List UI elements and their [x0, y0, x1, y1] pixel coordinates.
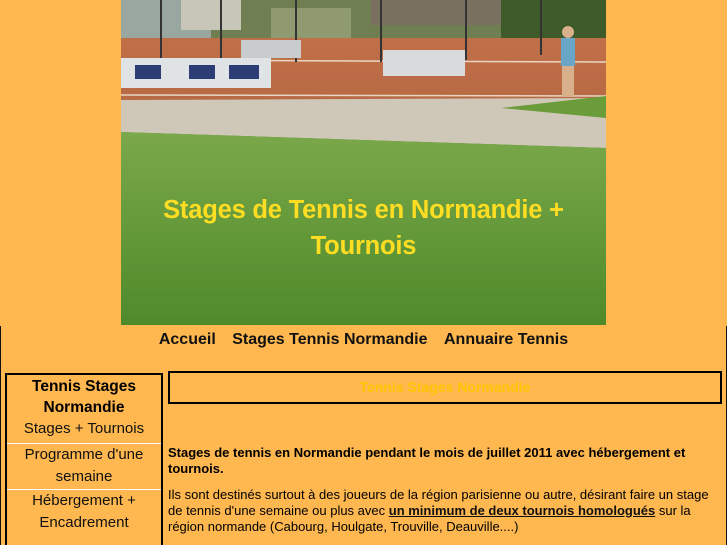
nav-link-accueil[interactable]: Accueil	[158, 331, 216, 348]
description-text-end: sur la région normande (Cabourg, Houlgate, Trouville, Deauville....)	[168, 503, 691, 534]
top-navigation	[0, 330, 727, 350]
main-content	[168, 445, 720, 545]
nav-link-stages-tennis-normandie[interactable]: Stages Tennis Normandie	[232, 331, 428, 348]
content-frame-left-border	[0, 326, 1, 545]
sidebar-item-programme[interactable]: Programme d'une semaine	[7, 443, 161, 489]
banner-title: Stages de Tennis en Normandie + Tournois	[163, 196, 564, 260]
nav-link-annuaire-tennis[interactable]: Annuaire Tennis	[443, 331, 569, 348]
tournois-homologues-link[interactable]: un minimum de deux tournois homologués	[388, 503, 656, 518]
sidebar-menu	[5, 373, 163, 545]
main-heading: Tennis Stages Normandie	[168, 371, 722, 404]
lead-paragraph: Stages de tennis en Normandie pendant le mois de juillet 2011 avec hébergement et tournois.	[168, 445, 686, 476]
sidebar-heading: Tennis Stages Normandie	[32, 378, 136, 416]
sidebar-item-hebergement[interactable]: Hébergement + Encadrement	[7, 489, 161, 535]
sidebar-item-stages-tournois[interactable]: Stages + Tournois	[23, 420, 145, 437]
tennis-court-photo	[121, 0, 606, 325]
description-paragraph	[168, 487, 720, 535]
header-banner-image	[121, 0, 606, 325]
description-text-start: Ils sont destinés surtout à des joueurs de la région parisienne ou autre, désirant faire un stage de tennis d'une semaine ou plus avec	[168, 487, 709, 518]
